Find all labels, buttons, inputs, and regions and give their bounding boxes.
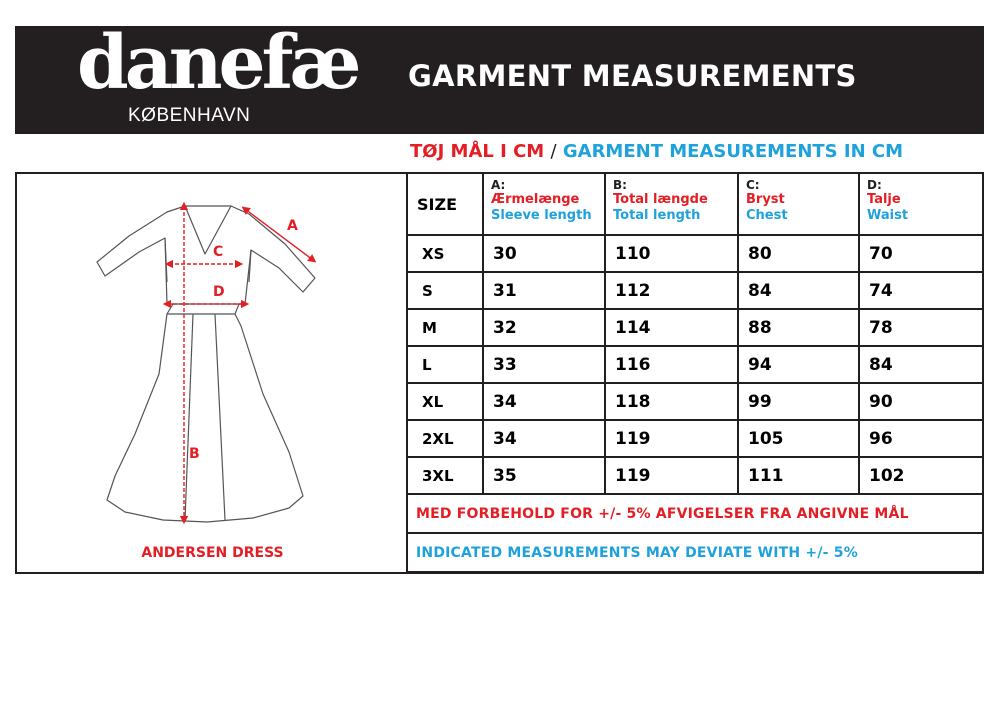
note-row-english — [408, 533, 982, 572]
chest-cell: 99 — [738, 383, 859, 420]
dress-outline — [97, 206, 315, 522]
column-letter: D: — [867, 178, 882, 192]
total-length-cell: 116 — [605, 346, 738, 383]
sleeve-length-cell: 30 — [483, 235, 605, 272]
column-header-b — [605, 174, 738, 235]
waist-cell: 78 — [859, 309, 982, 346]
column-letter: A: — [491, 178, 506, 192]
table-row — [408, 457, 982, 494]
tolerance-note-danish: MED FORBEHOLD FOR +/- 5% AFVIGELSER FRA ANGIVNE MÅL — [408, 494, 982, 533]
chest-cell: 80 — [738, 235, 859, 272]
column-english-label: Sleeve length — [491, 208, 592, 223]
waist-cell: 102 — [859, 457, 982, 494]
table-row — [408, 272, 982, 309]
subheading-danish: TØJ MÅL I CM — [410, 141, 545, 162]
table-row — [408, 383, 982, 420]
product-name: ANDERSEN DRESS — [141, 545, 284, 561]
sleeve-length-cell: 34 — [483, 420, 605, 457]
total-length-cell: 118 — [605, 383, 738, 420]
size-table — [408, 174, 982, 573]
waist-cell: 90 — [859, 383, 982, 420]
column-header-c — [738, 174, 859, 235]
brand-logo-subtitle: KØBENHAVN — [128, 105, 251, 126]
chest-cell: 105 — [738, 420, 859, 457]
table-row — [408, 420, 982, 457]
size-cell: S — [408, 272, 483, 309]
header-bar — [15, 20, 984, 134]
label-a: A — [287, 218, 298, 234]
size-cell: XL — [408, 383, 483, 420]
dress-diagram — [17, 174, 408, 572]
column-letter: B: — [613, 178, 627, 192]
column-danish-label: Bryst — [746, 192, 785, 207]
column-english-label: Chest — [746, 208, 788, 223]
column-danish-label: Total længde — [613, 192, 708, 207]
size-cell: 3XL — [408, 457, 483, 494]
label-c: C — [213, 244, 224, 260]
total-length-cell: 112 — [605, 272, 738, 309]
label-d: D — [213, 284, 225, 300]
chest-cell: 111 — [738, 457, 859, 494]
column-letter: C: — [746, 178, 760, 192]
table-row — [408, 346, 982, 383]
total-length-cell: 110 — [605, 235, 738, 272]
sleeve-length-cell: 32 — [483, 309, 605, 346]
subheading-english: GARMENT MEASUREMENTS IN CM — [562, 141, 904, 162]
sleeve-length-cell: 35 — [483, 457, 605, 494]
waist-cell: 70 — [859, 235, 982, 272]
column-danish-label: Ærmelænge — [491, 192, 580, 207]
size-cell: L — [408, 346, 483, 383]
chest-cell: 94 — [738, 346, 859, 383]
total-length-cell: 114 — [605, 309, 738, 346]
subheading-separator: / — [550, 141, 557, 162]
waist-cell: 74 — [859, 272, 982, 309]
size-cell: M — [408, 309, 483, 346]
measurement-frame — [15, 172, 984, 574]
total-length-cell: 119 — [605, 457, 738, 494]
waist-cell: 96 — [859, 420, 982, 457]
sleeve-length-cell: 33 — [483, 346, 605, 383]
size-cell: XS — [408, 235, 483, 272]
size-cell: 2XL — [408, 420, 483, 457]
chest-cell: 84 — [738, 272, 859, 309]
brand-logo: danefæ — [77, 20, 358, 106]
column-english-label: Total length — [613, 208, 701, 223]
subheading — [410, 143, 903, 161]
sleeve-length-cell: 34 — [483, 383, 605, 420]
tolerance-note-english: INDICATED MEASUREMENTS MAY DEVIATE WITH +/- 5% — [408, 533, 982, 572]
column-header-a — [483, 174, 605, 235]
table-row — [408, 309, 982, 346]
size-column-header: SIZE — [408, 174, 483, 235]
column-header-d — [859, 174, 982, 235]
note-row-danish — [408, 494, 982, 533]
waist-cell: 84 — [859, 346, 982, 383]
column-danish-label: Talje — [867, 192, 901, 207]
diagram-panel — [17, 174, 408, 572]
total-length-cell: 119 — [605, 420, 738, 457]
table-header-row — [408, 174, 982, 235]
sleeve-length-cell: 31 — [483, 272, 605, 309]
table-row — [408, 235, 982, 272]
column-english-label: Waist — [867, 208, 909, 223]
page-title: GARMENT MEASUREMENTS — [408, 59, 857, 93]
label-b: B — [189, 446, 200, 462]
chest-cell: 88 — [738, 309, 859, 346]
